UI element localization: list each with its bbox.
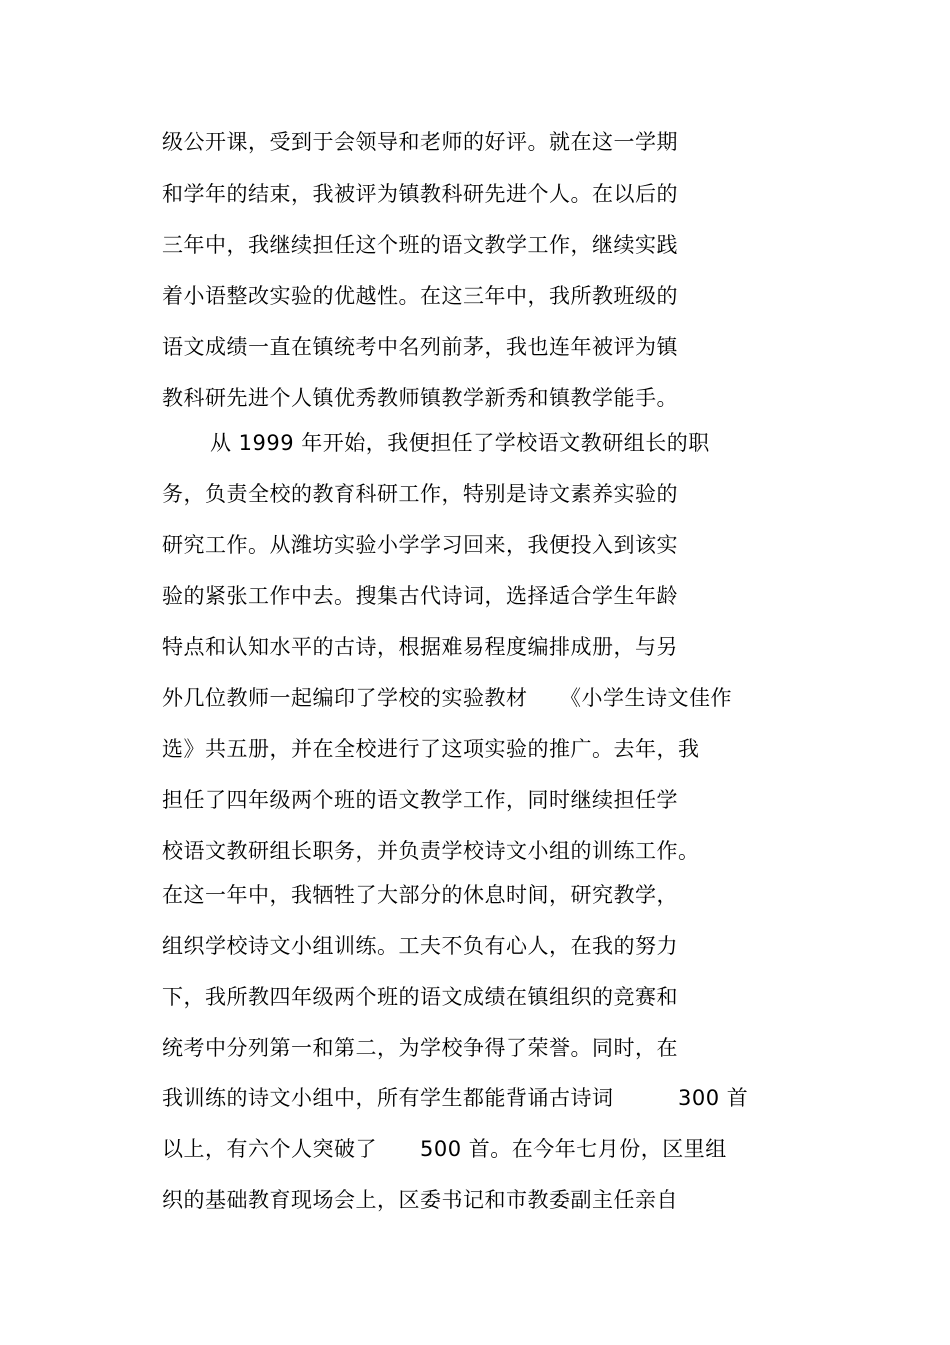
text-line: 语文成绩一直在镇统考中名列前茅，我也连年被评为镇 xyxy=(162,335,678,359)
text-line: 选》共五册，并在全校进行了这项实验的推广。去年，我 xyxy=(162,737,700,761)
text-line: 下，我所教四年级两个班的语文成绩在镇组织的竞赛和 xyxy=(162,985,678,1009)
text-line: 组织学校诗文小组训练。工夫不负有心人，在我的努力 xyxy=(162,934,678,958)
text-line: 织的基础教育现场会上，区委书记和市教委副主任亲自 xyxy=(162,1188,678,1212)
text-line: 级公开课，受到于会领导和老师的好评。就在这一学期 xyxy=(162,130,678,154)
text-line: 我训练的诗文小组中，所有学生都能背诵古诗词 300 首 xyxy=(162,1086,749,1110)
text-line: 校语文教研组长职务，并负责学校诗文小组的训练工作。 xyxy=(162,839,700,863)
text-line: 着小语整改实验的优越性。在这三年中，我所教班级的 xyxy=(162,284,678,308)
text-line: 统考中分列第一和第二，为学校争得了荣誉。同时，在 xyxy=(162,1036,678,1060)
text-line: 外几位教师一起编印了学校的实验教材 《小学生诗文佳作 xyxy=(162,686,732,710)
text-line: 教科研先进个人镇优秀教师镇教学新秀和镇教学能手。 xyxy=(162,386,678,410)
text-line: 和学年的结束，我被评为镇教科研先进个人。在以后的 xyxy=(162,182,678,206)
text-line: 以上，有六个人突破了 500 首。在今年七月份，区里组 xyxy=(162,1137,727,1161)
text-line: 研究工作。从潍坊实验小学学习回来，我便投入到该实 xyxy=(162,533,678,557)
text-line: 三年中，我继续担任这个班的语文教学工作，继续实践 xyxy=(162,233,678,257)
text-line: 验的紧张工作中去。搜集古代诗词，选择适合学生年龄 xyxy=(162,584,678,608)
text-line: 担任了四年级两个班的语文教学工作，同时继续担任学 xyxy=(162,788,678,812)
text-line: 务，负责全校的教育科研工作，特别是诗文素养实验的 xyxy=(162,482,678,506)
text-line: 特点和认知水平的古诗，根据难易程度编排成册，与另 xyxy=(162,635,678,659)
paragraph-first-line: 从 1999 年开始，我便担任了学校语文教研组长的职 xyxy=(210,431,710,455)
text-line: 在这一年中，我牺牲了大部分的休息时间，研究教学， xyxy=(162,883,678,907)
